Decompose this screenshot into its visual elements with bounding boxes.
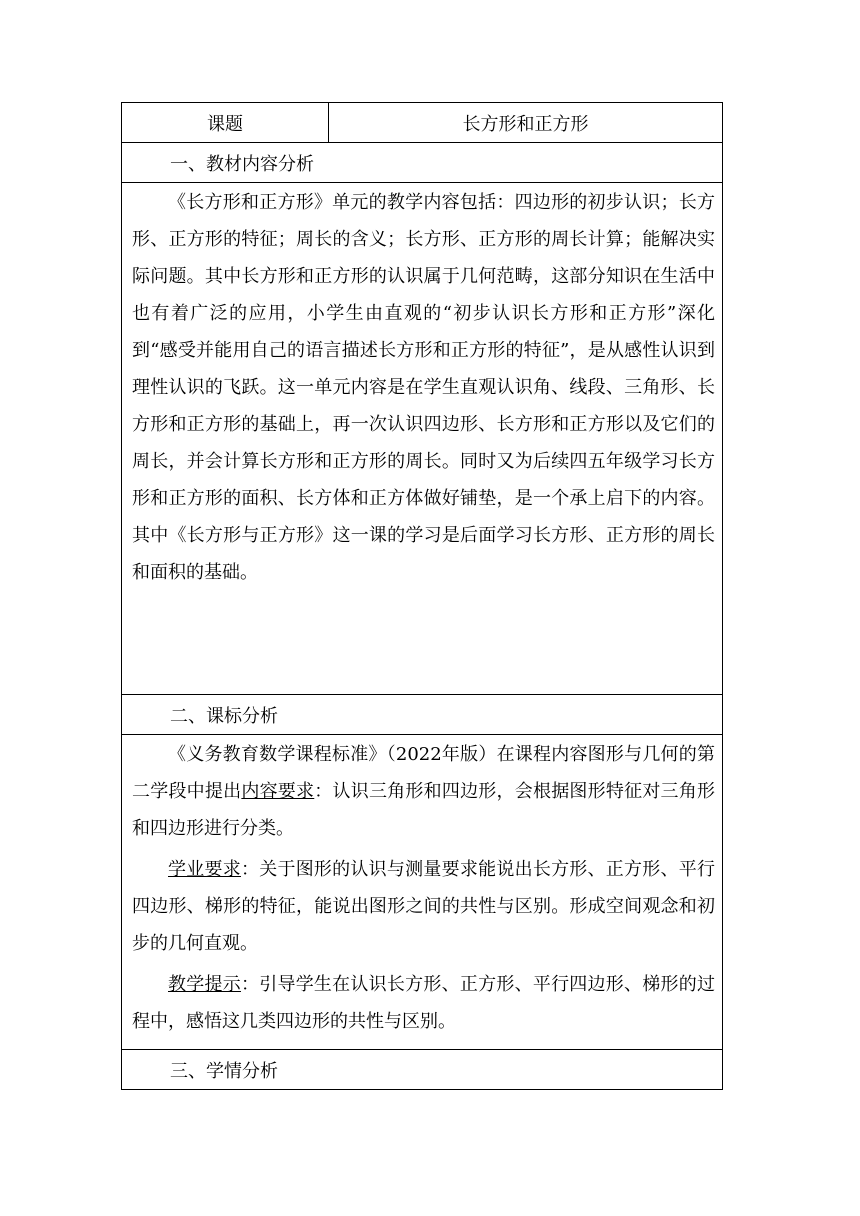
paragraph [132, 851, 715, 962]
section-1-heading-row [122, 143, 723, 183]
section-content-curriculum-analysis [122, 735, 723, 1050]
paragraph [132, 966, 715, 1040]
section-1-content-row [122, 183, 723, 695]
section-content-textbook-analysis [122, 183, 723, 695]
topic-label: 课题 [122, 103, 329, 143]
underlined-term: 学业要求 [168, 859, 241, 880]
section-2-heading-row [122, 695, 723, 735]
underlined-term: 内容要求 [241, 781, 315, 802]
text-span: ：引导学生在认识长方形、正方形、平行四边形、梯形的过程中，感悟这几类四边形的共性与区别。 [132, 974, 716, 1032]
section-2-content-row [122, 735, 723, 1050]
lesson-plan-table [121, 102, 723, 1090]
paragraph [132, 736, 715, 847]
topic-title: 长方形和正方形 [329, 103, 723, 143]
text-span: 《义务教育数学课程标准》（2022年版）在课程内容图形与几何的第二学段中提出 [132, 744, 715, 802]
paragraph: 《长方形和正方形》单元的教学内容包括：四边形的初步认识；长方形、正方形的特征；周长的含义；长方形、正方形的周长计算；能解决实际问题。其中长方形和正方形的认识属于几何范畴，这部分知识在生活中也有着广泛的应用，小学生由直观的“初步认识长方形和正方形”深化到“感受并能用自己的语言描述长方形和正方形的特征”，是从感性认识到理性认识的飞跃。这一单元内容是在学生直观认识角、线段、三角形、长方形和正方形的基础上，再一次认识四边形、长方形和正方形以及它们的周长，并会计算长方形和正方形的周长。同时又为后续四五年级学习长方形和正方形的面积、长方体和正方体做好铺垫，是一个承上启下的内容。其中《长方形与正方形》这一课的学习是后面学习长方形、正方形的周长和面积的基础。 [132, 192, 715, 583]
section-heading-textbook-analysis: 一、教材内容分析 [122, 143, 723, 183]
underlined-term: 教学提示 [168, 974, 241, 995]
section-3-heading-row [122, 1050, 723, 1090]
text-span: ：关于图形的认识与测量要求能说出长方形、正方形、平行四边形、梯形的特征，能说出图形之间的共性与区别。形成空间观念和初步的几何直观。 [132, 859, 716, 954]
header-row [122, 103, 723, 143]
text-span: ：认识三角形和四边形，会根据图形特征对三角形和四边形进行分类。 [132, 781, 716, 839]
section-heading-curriculum-analysis: 二、课标分析 [122, 695, 723, 735]
section-heading-student-analysis: 三、学情分析 [122, 1050, 723, 1090]
